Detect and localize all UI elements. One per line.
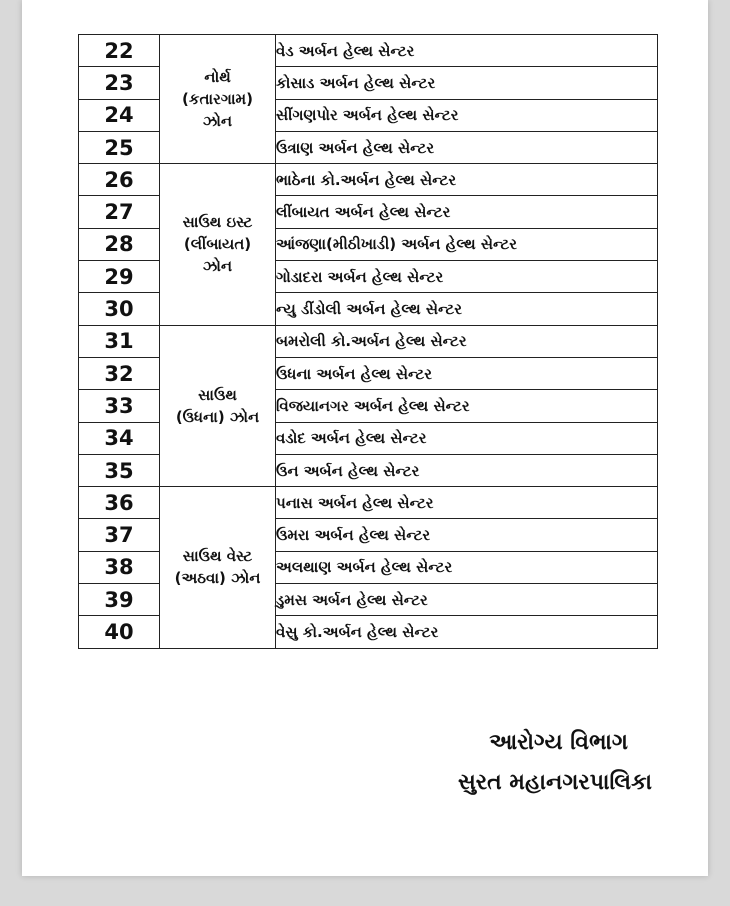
health-center-name: સીંગણપોર અર્બન હેલ્થ સેન્ટર <box>276 99 658 131</box>
signature-department: આરોગ્ય વિભાગ <box>489 730 628 755</box>
serial-number: 34 <box>79 422 160 454</box>
serial-number: 26 <box>79 164 160 196</box>
serial-number: 37 <box>79 519 160 551</box>
serial-number: 30 <box>79 293 160 325</box>
health-center-name: ઉધના અર્બન હેલ્થ સેન્ટર <box>276 357 658 389</box>
serial-number: 32 <box>79 357 160 389</box>
health-center-name: વેડ અર્બન હેલ્થ સેન્ટર <box>276 35 658 67</box>
health-center-name: ડુમસ અર્બન હેલ્થ સેન્ટર <box>276 584 658 616</box>
serial-number: 36 <box>79 487 160 519</box>
health-center-name: બમરોલી કો.અર્બન હેલ્થ સેન્ટર <box>276 325 658 357</box>
zone-name: નોર્થ (કતારગામ) ઝોન <box>160 35 276 164</box>
health-center-name: ભાઠેના કો.અર્બન હેલ્થ સેન્ટર <box>276 164 658 196</box>
table-body <box>79 35 658 649</box>
serial-number: 35 <box>79 454 160 486</box>
table-row <box>79 35 658 67</box>
health-center-table <box>78 34 658 649</box>
serial-number: 25 <box>79 131 160 163</box>
serial-number: 38 <box>79 551 160 583</box>
serial-number: 24 <box>79 99 160 131</box>
serial-number: 33 <box>79 390 160 422</box>
health-center-name: પનાસ અર્બન હેલ્થ સેન્ટર <box>276 487 658 519</box>
table-row <box>79 325 658 357</box>
health-center-name: વિજયાનગર અર્બન હેલ્થ સેન્ટર <box>276 390 658 422</box>
signature-organization: સુરત મહાનગરપાલિકા <box>457 770 652 795</box>
serial-number: 27 <box>79 196 160 228</box>
document-page <box>22 0 708 876</box>
serial-number: 40 <box>79 616 160 648</box>
health-center-name: ઉમરા અર્બન હેલ્થ સેન્ટર <box>276 519 658 551</box>
health-center-name: વડોદ અર્બન હેલ્થ સેન્ટર <box>276 422 658 454</box>
zone-name: સાઉથ (ઉધના) ઝોન <box>160 325 276 486</box>
health-center-name: કોસાડ અર્બન હેલ્થ સેન્ટર <box>276 67 658 99</box>
zone-name: સાઉથ ઇસ્ટ (લીંબાયત) ઝોન <box>160 164 276 325</box>
health-center-name: ઉત્રાણ અર્બન હેલ્થ સેન્ટર <box>276 131 658 163</box>
health-center-name: ઉન અર્બન હેલ્થ સેન્ટર <box>276 454 658 486</box>
serial-number: 23 <box>79 67 160 99</box>
health-center-name: ગોડાદરા અર્બન હેલ્થ સેન્ટર <box>276 261 658 293</box>
health-center-name: લીંબાયત અર્બન હેલ્થ સેન્ટર <box>276 196 658 228</box>
serial-number: 22 <box>79 35 160 67</box>
serial-number: 31 <box>79 325 160 357</box>
serial-number: 29 <box>79 261 160 293</box>
zone-name: સાઉથ વેસ્ટ (અઠવા) ઝોન <box>160 487 276 648</box>
health-center-name: ન્યુ ડીંડોલી અર્બન હેલ્થ સેન્ટર <box>276 293 658 325</box>
serial-number: 39 <box>79 584 160 616</box>
health-center-name: અલથાણ અર્બન હેલ્થ સેન્ટર <box>276 551 658 583</box>
table-row <box>79 487 658 519</box>
serial-number: 28 <box>79 228 160 260</box>
health-center-name: વેસુ કો.અર્બન હેલ્થ સેન્ટર <box>276 616 658 648</box>
table-row <box>79 164 658 196</box>
health-center-name: આંજણા(મીઠીખાડી) અર્બન હેલ્થ સેન્ટર <box>276 228 658 260</box>
